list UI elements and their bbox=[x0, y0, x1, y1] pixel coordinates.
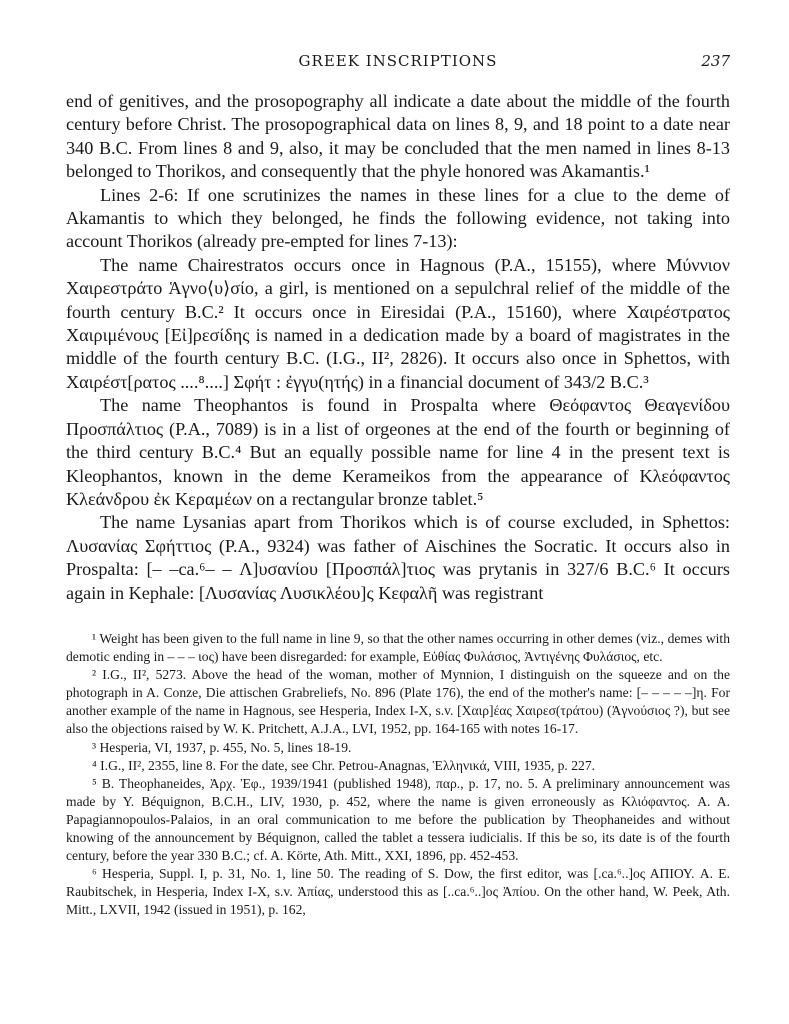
running-header bbox=[66, 52, 730, 74]
footnote: ² I.G., II², 5273. Above the head of the woman, mother of Mynnion, I distinguish on the squeeze and on the photograph in A. Conze, Die attischen Grabreliefs, No. 896 (Plate 176), the end of the mother's name: [– – – – –]η. For another example of the name in Hagnous, see Hesperia, Index I-X, s.v. [Χαιρ]έας Χαιρεσ(τράτου) (Ἁγνούσιος ?), but see also the objections raised by W. K. Pritchett, A.J.A., LVI, 1952, pp. 164-165 with notes 16-17. bbox=[66, 667, 730, 737]
footnotes bbox=[66, 630, 730, 920]
footnote: ¹ Weight has been given to the full name in line 9, so that the other names occurring in other demes (viz., demes with demotic ending in – – – ιος) have been disregarded: for example, Εὐθίας Φυλάσιος, Ἀντιγένης Φυλάσιος, etc. bbox=[66, 631, 730, 665]
footnote: ⁵ B. Theophaneides, Ἀρχ. Ἐφ., 1939/1941 (published 1948), παρ., p. 17, no. 5. A preliminary announcement was made by Y. Béquignon, B.C.H., LIV, 1930, p. 452, where the name is given erroneously as Κλιόφαντος. A. A. Papagiannopoulos-Palaios, in an oral communication to me before the publication by Theophaneides and without knowing of the announcement by Béquignon, called the tablet a tessera iudicialis. If this be so, its date is of the fourth century, before the year 330 B.C.; cf. A. Körte, Ath. Mitt., XXI, 1896, pp. 452-453. bbox=[66, 775, 730, 864]
paragraph: The name Theophantos is found in Prospalta where Θεόφαντος Θεαγενίδου Προσπάλτιος (P.A., 7089) is in a list of orgeones at the end of the fourth or beginning of the third century B.C.⁴ But an equally possible name for line 4 in the present text is Kleophantos, known in the deme Kerameikos from the appearance of Κλεόφαντος Κλεάνδρου ἐκ Κεραμέων on a rectangular bronze tablet.⁵ bbox=[66, 395, 730, 509]
paragraph: Lines 2-6: If one scrutinizes the names in these lines for a clue to the deme of Akamantis to which they belonged, he finds the following evidence, not taking into account Thorikos (already pre-empted for lines 7-13): bbox=[66, 184, 730, 252]
footnote: ³ Hesperia, VI, 1937, p. 455, No. 5, lines 18-19. bbox=[92, 739, 352, 755]
paragraph: The name Chairestratos occurs once in Hagnous (P.A., 15155), where Μύννιον Χαιρεστράτο Ἁγνο⟨υ⟩σίο, a girl, is mentioned on a sepulchral relief of the middle of the fourth century B.C.² It occurs once in Eiresidai (P.A., 15160), where Χαιρέστρατος Χαιριμένους [Εἰ]ρεσίδης is named in a dedication made by a board of magistrates in the middle of the fourth century B.C. (I.G., II², 2826). It occurs also once in Sphettos, with Χαιρέστ[ρατος ....⁸....] Σφήτ : ἐγγυ(ητής) in a financial document of 343/2 B.C.³ bbox=[66, 254, 730, 392]
running-title: GREEK INSCRIPTIONS bbox=[298, 52, 498, 70]
page-number: 237 bbox=[701, 52, 730, 70]
footnote: ⁶ Hesperia, Suppl. I, p. 31, No. 1, line 50. The reading of S. Dow, the first editor, was [.ca.⁶..]ος ΑΠΙΟΥ. A. E. Raubitschek, in Hesperia, Index I-X, s.v. Ἀπίας, understood this as [..ca.⁶..]ος Ἀπίου. On the other hand, W. Peek, Ath. Mitt., LXVII, 1942 (issued in 1951), p. 162, bbox=[66, 866, 730, 918]
footnote: ⁴ I.G., II², 2355, line 8. For the date, see Chr. Petrou-Anagnas, Ἑλληνικά, VIII, 1935, p. 227. bbox=[92, 757, 596, 773]
paragraph: The name Lysanias apart from Thorikos which is of course excluded, in Sphettos: Λυσανίας Σφήττιος (P.A., 9324) was father of Aischines the Socratic. It occurs also in Prospalta: [– –ca.⁶– – Λ]υσανίου [Προσπάλ]τιος was prytanis in 327/6 B.C.⁶ It occurs again in Kephale: [Λυσανίας Λυσικλέου]ς Κεφαλῆ was registrant bbox=[66, 512, 730, 603]
main-text bbox=[66, 90, 730, 605]
paragraph: end of genitives, and the prosopography all indicate a date about the middle of the fourth century before Christ. The prosopographical data on lines 8, 9, and 18 point to a date near 340 B.C. From lines 8 and 9, also, it may be concluded that the men named in lines 8-13 belonged to Thorikos, and consequently that the phyle honored was Akamantis.¹ bbox=[66, 91, 730, 182]
